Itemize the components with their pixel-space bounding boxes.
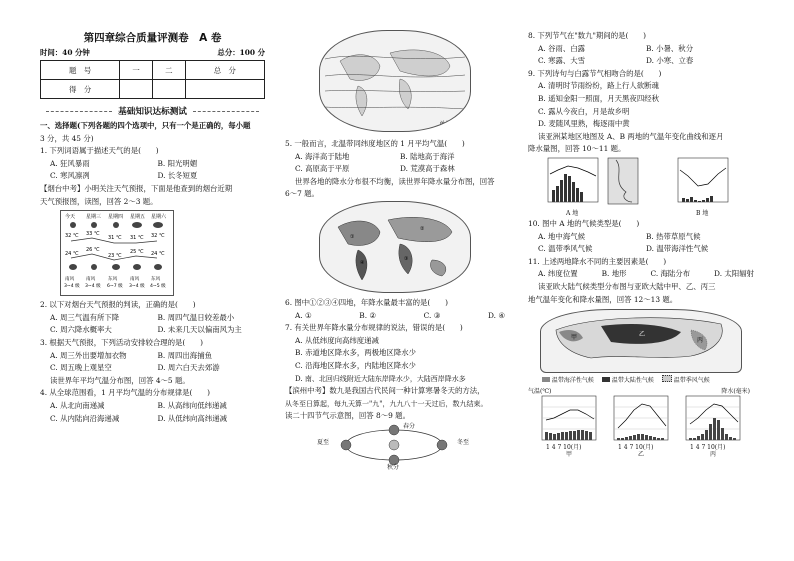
option[interactable]: C. 高原高于平原 — [295, 164, 350, 174]
option[interactable]: D. ④ — [487, 310, 505, 320]
question-8-options — [528, 43, 754, 68]
legend-item: 温带海洋性气候 — [542, 375, 594, 384]
question-10-stem: 10. 图中 A 地的气候类型是( ) — [528, 218, 640, 228]
svg-text:③: ③ — [404, 255, 409, 262]
question-3-options — [40, 350, 265, 375]
question-note: 读世界年平均气温分布图，回答 4～5 题。 — [50, 375, 190, 385]
forecast-low: 25 ℃ — [130, 249, 144, 256]
option[interactable]: D. 温带海洋性气候 — [646, 244, 709, 254]
question-2-stem: 2. 以下对烟台天气预报的判读，正确的是( ) — [40, 300, 196, 310]
forecast-high: 31 ℃ — [108, 235, 122, 242]
option[interactable]: C. 寒露、大雪 — [538, 56, 586, 66]
question-note: 世界各地的降水分布很不均衡，读世界年降水量分布图，回答 — [295, 176, 495, 186]
option[interactable]: C. 周五晚上观星空 — [50, 363, 112, 373]
option[interactable]: A. 谷雨、白露 — [538, 43, 585, 53]
sun-icon — [70, 222, 76, 228]
option[interactable]: B. 周四气温日较差最小 — [157, 312, 235, 322]
question-5-options — [285, 151, 505, 176]
svg-text:丙: 丙 — [697, 337, 704, 345]
score-cell: 一 — [120, 61, 153, 80]
season-label: 秋分 — [387, 463, 400, 471]
forecast-wind: 3~4 级 — [129, 284, 145, 290]
middle-column — [285, 30, 505, 553]
option[interactable]: B. 赤道地区降水多，两极地区降水少 — [295, 348, 416, 358]
legend-item: 温带季风气候 — [662, 375, 710, 384]
yantai-intro: 【烟台中考】小明关注天气预报，下面是他查到的烟台近期 — [40, 183, 233, 193]
score-cell: 二 — [152, 61, 185, 80]
intro-line: 一、选择题(下列各题的四个选项中，只有一个是正确的，每小题 — [40, 121, 251, 130]
forecast-wind: 东风 — [108, 277, 118, 283]
map-unit-label: 单位：℃ — [439, 121, 464, 128]
forecast-wind: 南风 — [86, 277, 96, 283]
season-label: 春分 — [403, 422, 416, 430]
climate-figure-ab — [528, 156, 754, 218]
option[interactable]: D. 太阳辐射 — [714, 269, 754, 279]
binzhou-intro: 读二十四节气示意图，回答 8～9 题。 — [285, 411, 410, 421]
chart-caption: B 地 — [696, 209, 709, 217]
forecast-high: 32 ℃ — [151, 233, 165, 240]
option[interactable]: A. 纬度位置 — [538, 269, 578, 279]
option[interactable]: B. ② — [359, 310, 377, 320]
svg-text:④: ④ — [360, 259, 365, 266]
month-axis: 1 4 7 10(月) — [690, 444, 726, 452]
binzhou-intro: 从冬至日算起，每九天算一"九"，九九八十一天过后，数九结束。 — [285, 399, 488, 408]
sun-icon — [389, 440, 399, 450]
time-score-line — [40, 47, 265, 58]
place-label: 甲 — [566, 451, 573, 459]
forecast-high: 32 ℃ — [65, 233, 79, 240]
option[interactable]: A. 地中海气候 — [538, 231, 585, 241]
svg-text:乙: 乙 — [639, 331, 646, 339]
option[interactable]: B. 热带草原气候 — [646, 231, 701, 241]
score-row-values — [41, 80, 265, 99]
forecast-wind: 南风 — [130, 277, 140, 283]
moon-icon — [91, 264, 97, 270]
forecast-low: 24 ℃ — [65, 251, 79, 258]
score-row-header — [41, 61, 265, 80]
question-9-stem: 9. 下列诗句与白露节气相吻合的是( ) — [528, 68, 662, 78]
option[interactable]: A. 狂风暴雨 — [50, 158, 90, 168]
option[interactable]: C. ③ — [423, 310, 441, 320]
right-column — [528, 30, 754, 553]
season-label: 冬至 — [456, 438, 469, 446]
option[interactable]: B. 地形 — [601, 269, 627, 279]
score-cell: 题 号 — [41, 61, 120, 80]
option[interactable]: D. 周六白天去郊游 — [157, 363, 220, 373]
cloud-icon — [112, 264, 120, 270]
option[interactable]: A. 海洋高于陆地 — [295, 151, 350, 161]
page-title: 第四章综合质量评测卷 A 卷 — [83, 32, 222, 44]
forecast-wind: 6~7 级 — [107, 284, 123, 290]
intro-line: 3 分，共 45 分) — [40, 133, 94, 143]
precipitation-map-graphic — [320, 202, 470, 292]
option[interactable]: D. 长冬短夏 — [157, 171, 198, 181]
weather-icons — [69, 222, 163, 270]
forecast-low: 26 ℃ — [86, 247, 100, 254]
option[interactable]: A. 从低纬度向高纬度递减 — [295, 335, 379, 345]
option[interactable]: A. 从北向南递减 — [50, 400, 105, 410]
forecast-wind: 南风 — [65, 277, 75, 283]
option[interactable]: B. 陆地高于海洋 — [400, 151, 455, 161]
forecast-low: 23 ℃ — [108, 253, 122, 260]
option[interactable]: A. 周三外出要增加衣物 — [50, 350, 127, 360]
sun-icon — [91, 222, 97, 228]
place-label: 乙 — [638, 451, 645, 459]
question-note: 降水量图，回答 10～11 题。 — [528, 144, 626, 154]
weather-forecast-figure — [60, 210, 174, 296]
option[interactable]: D. 荒漠高于森林 — [400, 164, 455, 174]
option[interactable]: A. ① — [295, 310, 312, 320]
forecast-day: 星期三 — [86, 214, 102, 221]
svg-text:甲: 甲 — [571, 334, 578, 342]
option[interactable]: C. 沿海地区降水多，内陆地区降水少 — [295, 360, 416, 370]
score-table — [40, 60, 265, 99]
climate-charts-graphic — [528, 156, 754, 208]
cloud-icon — [69, 264, 77, 270]
temp-axis-label: 气温(℃) — [528, 388, 552, 396]
option[interactable]: D. 小寒、立春 — [646, 56, 694, 66]
option[interactable]: D. 南、北回归线附近大陆东岸降水少，大陆西岸降水多 — [295, 374, 466, 383]
forecast-wind: 3~4 级 — [85, 284, 101, 290]
option[interactable]: C. 露从今夜白，月是故乡明 — [538, 106, 630, 116]
question-2-options — [40, 312, 265, 337]
question-note: 地气温年变化和降水量图，回答 12～13 题。 — [528, 294, 678, 304]
world-temperature-map — [319, 30, 471, 132]
option[interactable]: B. 从高纬向低纬递减 — [157, 400, 227, 410]
exam-total: 总分：100 分 — [217, 48, 265, 57]
season-label: 夏至 — [317, 438, 330, 446]
sun-icon — [113, 222, 119, 228]
option[interactable]: C. 寒风凛冽 — [50, 171, 90, 181]
option[interactable]: D. 从低纬向高纬递减 — [157, 413, 227, 423]
score-cell: 总 分 — [185, 61, 264, 80]
world-precipitation-map — [319, 201, 471, 293]
eurasia-map-graphic — [541, 310, 741, 372]
forecast-wind: 4~5 级 — [150, 284, 166, 290]
forecast-high: 31 ℃ — [130, 235, 144, 242]
option[interactable]: B. 周四出海捕鱼 — [157, 350, 212, 360]
question-4-stem: 4. 从全球范围看，1 月平均气温的分布规律是( ) — [40, 388, 211, 398]
rain-cloud-icon — [154, 264, 162, 270]
yantai-intro: 天气预报图，读图，回答 2～3 题。 — [40, 196, 158, 206]
option[interactable]: A. 清明时节雨纷纷，路上行人欲断魂 — [538, 81, 659, 91]
cloud-icon — [133, 264, 141, 270]
exam-time: 时间：40 分钟 — [40, 48, 90, 57]
option[interactable]: C. 从内陆向沿海递减 — [50, 413, 120, 423]
binzhou-intro: 【滨州中考】数九是我国古代民间一种计算寒暑冬天的方法， — [285, 386, 485, 396]
forecast-day: 星期五 — [130, 214, 146, 221]
option[interactable]: D. 未来几天以偏南风为主 — [157, 325, 242, 335]
chart-caption: A 地 — [566, 209, 579, 217]
rain-cloud-icon — [153, 222, 163, 228]
svg-text:②: ② — [420, 225, 425, 232]
month-axis: 1 4 7 10(月) — [546, 444, 582, 452]
solar-terms-diagram — [317, 422, 469, 471]
forecast-graphic — [61, 211, 173, 295]
question-4-options — [40, 400, 265, 425]
score-cell[interactable] — [185, 80, 264, 99]
forecast-day: 星期四 — [108, 214, 124, 221]
option[interactable]: A. 周三气温有所下降 — [50, 312, 120, 322]
precip-axis-label: 降水(毫米) — [721, 388, 750, 396]
question-5-stem: 5. 一般而言，北温带同纬度地区的 1 月平均气温( ) — [285, 139, 465, 148]
option[interactable]: B. 遥知金阳一照面，月天黑夜四经秋 — [538, 93, 659, 103]
score-cell[interactable] — [152, 80, 185, 99]
map-legend — [542, 375, 754, 384]
option[interactable]: B. 阳光明媚 — [157, 158, 198, 168]
option[interactable]: B. 小暑、秋分 — [646, 43, 694, 53]
question-note: 读亚欧大陆气候类型分布图与亚欧大陆中甲、乙、丙三 — [538, 281, 716, 291]
forecast-low: 24 ℃ — [151, 251, 165, 258]
question-note: 6～7 题。 — [285, 189, 319, 199]
forecast-high: 33 ℃ — [86, 231, 100, 238]
forecast-wind: 东风 — [151, 277, 161, 283]
temperature-map-graphic — [320, 31, 470, 131]
score-cell: 得 分 — [41, 80, 120, 99]
forecast-day: 星期六 — [151, 214, 167, 221]
question-3-stem: 3. 根据天气预报，下列活动安排较合理的是( ) — [40, 337, 203, 347]
legend-item: 温带大陆性气候 — [602, 375, 654, 384]
question-11-stem: 11. 上述两地降水不同的主要因素是( ) — [528, 256, 667, 266]
left-column — [40, 30, 265, 553]
option[interactable]: D. 麦随风里熟，梅逐雨中黄 — [538, 119, 630, 129]
forecast-wind: 3~4 级 — [64, 284, 80, 290]
month-axis: 1 4 7 10(月) — [618, 444, 654, 452]
option[interactable]: C. 温带季风气候 — [538, 244, 593, 254]
question-note: 读亚洲某地区地图及 A、B 两地的气温年变化曲线和逐月 — [538, 131, 724, 141]
climate-charts-jyb — [528, 386, 754, 459]
option[interactable]: C. 海陆分布 — [650, 269, 691, 279]
question-6-options — [285, 310, 505, 323]
cloud-icon — [132, 222, 142, 228]
question-8-stem: 8. 下列节气在"数九"期间的是( ) — [528, 31, 647, 40]
place-label: 丙 — [710, 451, 717, 459]
section-heading: 基础知识达标测试 — [40, 105, 265, 117]
score-cell[interactable] — [120, 80, 153, 99]
question-1-options — [40, 158, 265, 183]
forecast-day: 今天 — [65, 214, 76, 221]
question-1-stem: 1. 下列词语属于描述天气的是( ) — [40, 146, 159, 156]
question-11-options — [528, 268, 754, 281]
question-10-options — [528, 231, 754, 256]
svg-text:①: ① — [350, 233, 355, 240]
eurasia-climate-map — [540, 309, 742, 373]
option[interactable]: C. 周六降水概率大 — [50, 325, 112, 335]
question-7-stem: 7. 有关世界年降水量分布规律的说法，错误的是( ) — [285, 323, 463, 333]
question-6-stem: 6. 图中①②③④四地，年降水量最丰富的是( ) — [285, 297, 448, 307]
